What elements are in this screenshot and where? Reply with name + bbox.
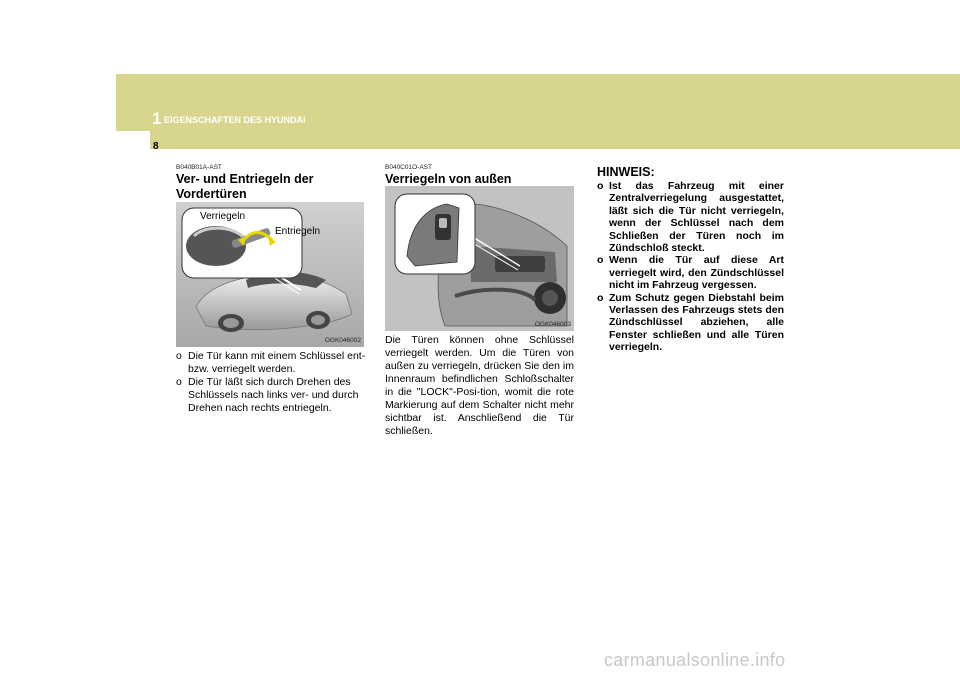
section-heading-line: Ver- und Entriegeln der xyxy=(176,172,314,186)
watermark: carmanualsonline.info xyxy=(604,650,786,670)
chapter-header-band xyxy=(116,74,960,149)
car-key-figure xyxy=(176,202,364,347)
lock-direction-label: Verriegeln xyxy=(200,211,246,222)
list-item: o Ist das Fahrzeug mit einer Zentralverriegelung ausgestattet, läßt sich die Tür nicht verriegeln, wenn der Schlüssel nach dem Schließen der Türen noch im Zündschloß steckt. xyxy=(597,180,784,255)
page-number: 8 xyxy=(153,141,159,152)
list-item: o Zum Schutz gegen Diebstahl beim Verlassen des Fahrzeugs stets den Zündschlüssel abziehen, alle Fenster schließen und alle Türen verriegeln. xyxy=(597,291,784,354)
locking-paragraph: Die Türen können ohne Schlüssel verriegelt werden. Um die Türen von außen zu verriegeln, drücken Sie den im Innenraum befindlichen Schloßschalter in die "LOCK"-Posi-tion, womit die rote Markierung auf dem Schalter nicht mehr sichtbar ist. Anschließend die Tür schließen. xyxy=(385,334,574,437)
door-lock-figure xyxy=(385,186,574,331)
section-heading xyxy=(176,172,314,202)
door-illustration xyxy=(385,186,574,331)
chapter-number: 1 xyxy=(152,109,162,128)
figure-code: OGK046002 xyxy=(324,337,361,344)
section-heading-line: Vordertüren xyxy=(176,187,247,201)
car-illustration xyxy=(176,202,364,347)
note-list xyxy=(597,180,784,354)
list-item: o Die Tür läßt sich durch Drehen des Schlüssels nach links ver- und durch Drehen nach rechts entriegeln. xyxy=(176,376,359,414)
page-number-tab xyxy=(116,131,150,149)
instruction-list xyxy=(176,350,366,415)
section-heading: Verriegeln von außen xyxy=(385,172,512,186)
figure-code: OGK046003 xyxy=(534,321,571,328)
section-code: B040B01A-AST xyxy=(176,164,222,171)
chapter-title: EIGENSCHAFTEN DES HYUNDAI xyxy=(164,115,306,125)
unlock-direction-label: Entriegeln xyxy=(275,226,321,237)
note-title: HINWEIS: xyxy=(597,165,655,179)
list-item: o Die Tür kann mit einem Schlüssel ent- bzw. verriegelt werden. xyxy=(176,350,366,375)
section-code: B040C01O-AST xyxy=(385,164,432,171)
list-item: o Wenn die Tür auf diese Art verriegelt wird, den Zündschlüssel nicht im Fahrzeug vergessen. xyxy=(597,254,784,292)
